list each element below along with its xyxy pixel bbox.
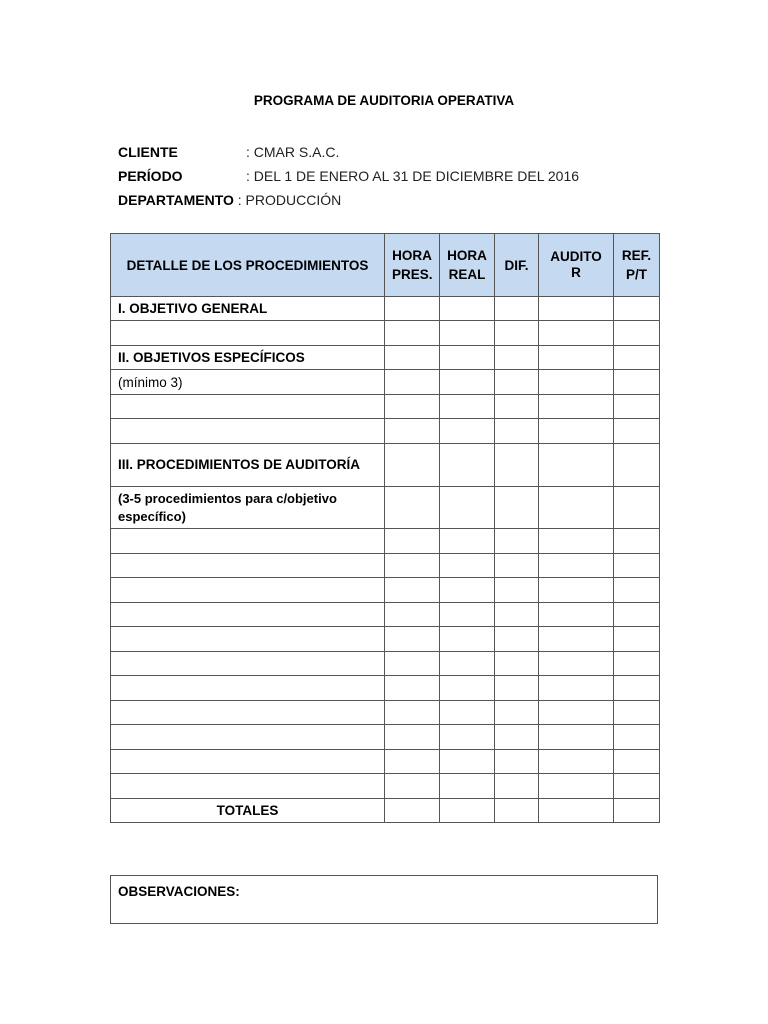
row-procedimientos-nota: (3-5 procedimientos para c/objetivo específico) (111, 487, 385, 529)
row-minimo: (mínimo 3) (111, 370, 385, 395)
header-detalle: DETALLE DE LOS PROCEDIMIENTOS (111, 234, 385, 297)
table-row (111, 321, 660, 346)
departamento-label: DEPARTAMENTO (118, 192, 234, 208)
observaciones-label: OBSERVACIONES: (118, 884, 240, 899)
row-procedimientos: III. PROCEDIMIENTOS DE AUDITORÍA (111, 444, 385, 487)
table-row (111, 725, 660, 750)
page-title: PROGRAMA DE AUDITORIA OPERATIVA (253, 93, 515, 108)
header-ref-line1: REF. (621, 248, 652, 263)
table-row (111, 627, 660, 652)
header-hora-real-line2: REAL (448, 267, 486, 282)
row-totales: TOTALES (111, 799, 385, 823)
header-ref-line2: P/T (625, 267, 647, 282)
table-row (111, 750, 660, 774)
table-row (111, 487, 660, 529)
departamento-line (118, 191, 341, 209)
cliente-line (118, 143, 339, 161)
departamento-value: : PRODUCCIÓN (233, 192, 342, 208)
header-hora-real (440, 234, 495, 297)
table-row (111, 603, 660, 627)
table-row (111, 297, 660, 321)
table-row (111, 419, 660, 444)
table-header-row (111, 234, 660, 297)
header-hora-real-line1: HORA (447, 248, 487, 263)
table-row (111, 578, 660, 603)
periodo-line (118, 167, 579, 185)
cliente-label: CLIENTE (118, 144, 178, 160)
procedures-table (110, 233, 660, 823)
header-dif: DIF. (495, 234, 539, 297)
periodo-label: PERÍODO (118, 168, 183, 184)
header-auditor: AUDITO R (539, 234, 614, 297)
table-row (111, 346, 660, 370)
observaciones-box (110, 875, 658, 924)
periodo-value: : DEL 1 DE ENERO AL 31 DE DICIEMBRE DEL 2016 (246, 168, 580, 184)
table-row (111, 652, 660, 676)
cliente-value: : CMAR S.A.C. (246, 144, 340, 160)
table-row (111, 774, 660, 799)
table-row (111, 529, 660, 554)
table-row (111, 676, 660, 701)
table-row (111, 701, 660, 725)
table-row (111, 370, 660, 395)
table-row (111, 395, 660, 419)
header-hora-pres-line1: HORA (392, 248, 432, 263)
row-objetivos-especificos: II. OBJETIVOS ESPECÍFICOS (111, 346, 385, 370)
header-hora-pres-line2: PRES. (392, 267, 433, 282)
table-row (111, 554, 660, 578)
header-ref (614, 234, 660, 297)
header-hora-pres (385, 234, 440, 297)
totales-row (111, 799, 660, 823)
row-objetivo-general: I. OBJETIVO GENERAL (111, 297, 385, 321)
table-row (111, 444, 660, 487)
